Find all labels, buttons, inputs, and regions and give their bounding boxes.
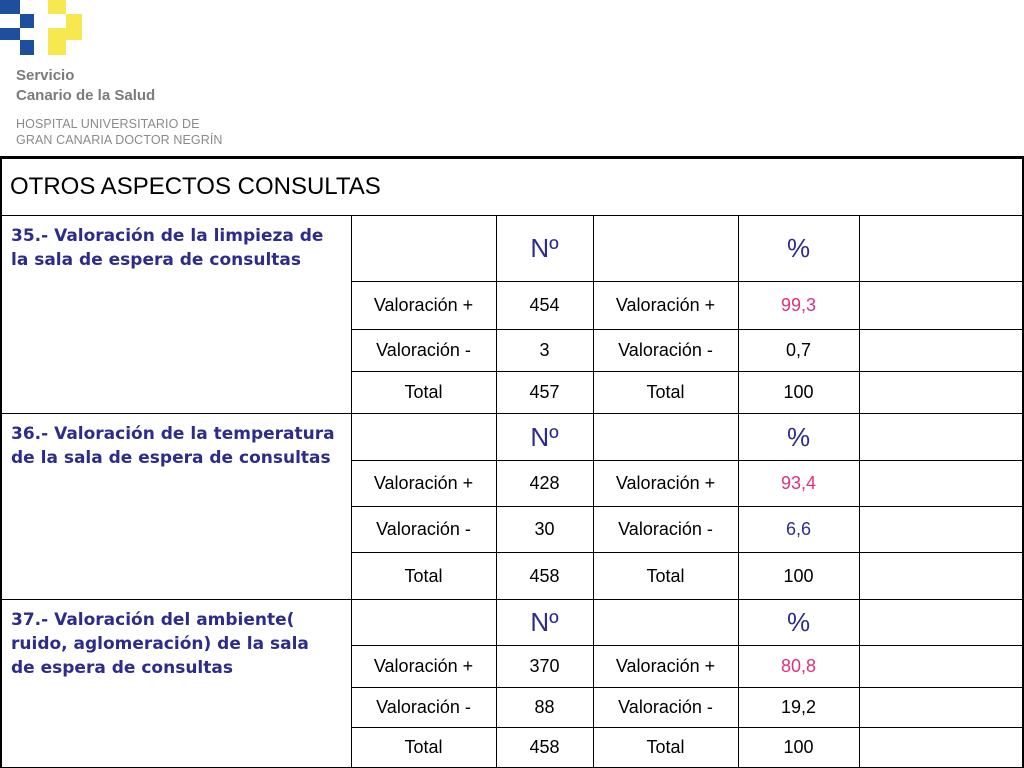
hospital-name-line1: HOSPITAL UNIVERSITARIO DE: [16, 117, 200, 131]
header-pct: %: [738, 414, 859, 461]
row-label: Total: [351, 728, 496, 768]
row-label: Valoración +: [351, 461, 496, 507]
question-36: 36.- Valoración de la temperatura de la sala de espera de consultas: [1, 414, 351, 600]
row-label-2: Total: [593, 553, 738, 600]
servicio-canario-salud-logo: [0, 0, 82, 56]
empty-cell: [351, 216, 496, 282]
row-percent: 6,6: [738, 507, 859, 553]
org-name-line1: Servicio: [16, 67, 75, 84]
row-count: 370: [496, 646, 593, 688]
row-count: 458: [496, 553, 593, 600]
row-count: 30: [496, 507, 593, 553]
row-label: Total: [351, 372, 496, 414]
row-count: 88: [496, 688, 593, 728]
row-label: Valoración -: [351, 507, 496, 553]
row-label: Valoración -: [351, 688, 496, 728]
row-label-2: Valoración +: [593, 646, 738, 688]
empty-cell: [593, 600, 738, 646]
row-percent: 80,8: [738, 646, 859, 688]
row-percent: 100: [738, 728, 859, 768]
empty-cell: [859, 646, 1023, 688]
row-count: 454: [496, 282, 593, 330]
row-label-2: Valoración +: [593, 461, 738, 507]
table-title: OTROS ASPECTOS CONSULTAS: [1, 158, 1023, 216]
row-label-2: Valoración -: [593, 330, 738, 372]
row-label: Valoración -: [351, 330, 496, 372]
empty-cell: [859, 330, 1023, 372]
table-title-row: [1, 158, 1023, 216]
empty-cell: [859, 553, 1023, 600]
header-no: Nº: [496, 600, 593, 646]
header-pct: %: [738, 600, 859, 646]
row-label-2: Total: [593, 728, 738, 768]
row-label-2: Total: [593, 372, 738, 414]
row-label: Total: [351, 553, 496, 600]
row-count: 428: [496, 461, 593, 507]
row-percent: 0,7: [738, 330, 859, 372]
empty-cell: [859, 461, 1023, 507]
question-37: 37.- Valoración del ambiente( ruido, aglomeración) de la sala de espera de consultas: [1, 600, 351, 768]
empty-cell: [859, 688, 1023, 728]
row-count: 457: [496, 372, 593, 414]
empty-cell: [859, 414, 1023, 461]
row-count: 3: [496, 330, 593, 372]
table-row: [1, 414, 1023, 461]
empty-cell: [859, 282, 1023, 330]
row-label-2: Valoración +: [593, 282, 738, 330]
empty-cell: [859, 600, 1023, 646]
row-label-2: Valoración -: [593, 507, 738, 553]
row-percent: 93,4: [738, 461, 859, 507]
empty-cell: [351, 414, 496, 461]
empty-cell: [859, 216, 1023, 282]
empty-cell: [859, 728, 1023, 768]
question-35: 35.- Valoración de la limpieza de la sala de espera de consultas: [1, 216, 351, 414]
row-count: 458: [496, 728, 593, 768]
row-label: Valoración +: [351, 646, 496, 688]
row-label: Valoración +: [351, 282, 496, 330]
header-no: Nº: [496, 414, 593, 461]
empty-cell: [859, 507, 1023, 553]
empty-cell: [351, 600, 496, 646]
survey-results-table: [0, 156, 1024, 768]
org-name-line2: Canario de la Salud: [16, 87, 156, 104]
row-label-2: Valoración -: [593, 688, 738, 728]
table-row: [1, 216, 1023, 282]
table-row: [1, 600, 1023, 646]
empty-cell: [593, 414, 738, 461]
empty-cell: [859, 372, 1023, 414]
row-percent: 100: [738, 553, 859, 600]
hospital-name-line2: GRAN CANARIA DOCTOR NEGRÍN: [16, 133, 223, 147]
row-percent: 99,3: [738, 282, 859, 330]
empty-cell: [593, 216, 738, 282]
row-percent: 19,2: [738, 688, 859, 728]
header-pct: %: [738, 216, 859, 282]
header-no: Nº: [496, 216, 593, 282]
row-percent: 100: [738, 372, 859, 414]
